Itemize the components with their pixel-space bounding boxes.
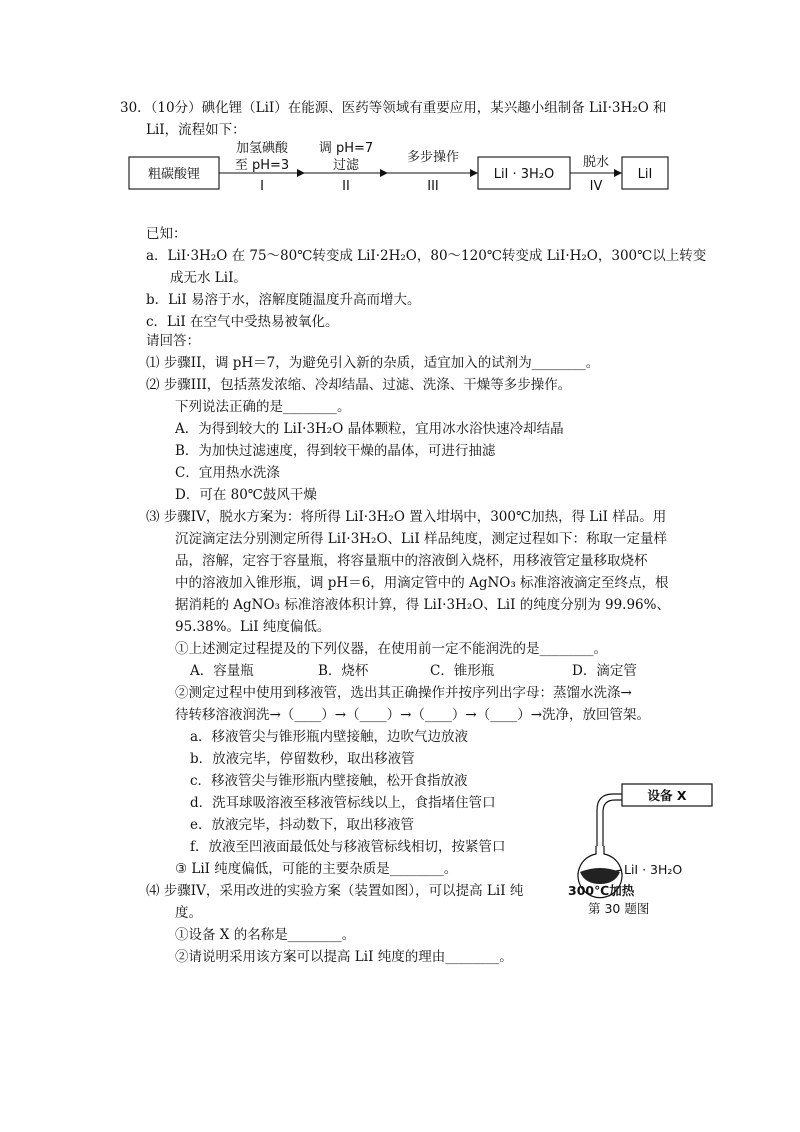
q3-sub2-line1: ②测定过程中使用到移液管，选出其正确操作并按序列出字母：蒸馏水洗涤→ — [175, 685, 632, 701]
q3-step-c: c．移液管尖与锥形瓶内壁接触，松开食指放液 — [190, 773, 468, 789]
arrowhead-1 — [297, 169, 305, 177]
q3-line1: ⑶ 步骤IV，脱水方案为：将所得 LiI·3H₂O 置入坩埚中，300℃加热，得 LiI 样品。用 — [146, 509, 667, 525]
figure-caption: 第 30 题图 — [588, 901, 650, 916]
device-x-label: 设备 X — [647, 788, 687, 803]
q2-line2: 下列说法正确的是________。 — [175, 399, 351, 415]
q3-step-a: a．移液管尖与锥形瓶内壁接触，边吹气边放液 — [190, 729, 469, 745]
sample-crystals — [580, 868, 620, 884]
q3-line5: 据消耗的 AgNO₃ 标准溶液体积计算，得 LiI·3H₂O、LiI 的纯度分别为 99.96%、 — [175, 597, 670, 613]
q3-step-b: b．放液完毕，停留数秒，取出移液管 — [190, 751, 415, 767]
q4-line1: ⑷ 步骤IV，采用改进的实验方案（装置如图），可以提高 LiI 纯 — [146, 883, 524, 899]
q3-line6: 95.38%。LiI 纯度偏低。 — [175, 619, 331, 635]
flow-mid-label: LiI · 3H₂O — [493, 167, 555, 182]
arrowhead-4 — [614, 169, 622, 177]
q2-option-b: B．为加快过滤速度，得到较干燥的晶体，可进行抽滤 — [175, 443, 496, 459]
q3-sub3: ③ LiI 纯度偏低，可能的主要杂质是________。 — [175, 861, 458, 877]
flow-step3-roman: III — [427, 179, 439, 194]
known-c: c．LiI 在空气中受热易被氧化。 — [146, 314, 339, 330]
question-title-line1: 30．（10分）碘化锂（LiI）在能源、医药等领域有重要应用，某兴趣小组制备 LiI·3H₂O 和 — [120, 100, 667, 116]
q4-sub2: ②请说明采用该方案可以提高 LiI 纯度的理由________。 — [175, 949, 513, 965]
q3-option-b: B．烧杯 — [318, 663, 369, 679]
flow-step2-roman: II — [342, 179, 350, 194]
flow-diagram — [0, 0, 800, 210]
sample-label: LiI · 3H₂O — [624, 862, 683, 877]
flow-step3-top: 多步操作 — [406, 150, 460, 165]
q3-step-e: e．放液完毕，抖动数下，取出移液管 — [190, 817, 414, 833]
known-title: 已知： — [146, 226, 187, 242]
question-title-line2: LiI，流程如下： — [146, 122, 246, 138]
flow-step4-roman: IV — [589, 179, 603, 194]
q3-line4: 中的溶液加入锥形瓶，调 pH＝6，用滴定管中的 AgNO₃ 标准溶液滴定至终点，根 — [175, 575, 669, 591]
q3-sub1: ①上述测定过程提及的下列仪器，在使用前一定不能润洗的是________。 — [175, 641, 607, 657]
q3-sub2-line2: 待转移溶液润洗→（____）→（____）→（____）→（____）→洗净，放回管架。 — [175, 707, 651, 723]
flow-step2-top2: 过滤 — [332, 158, 360, 173]
q3-option-c: C．锥形瓶 — [430, 663, 495, 679]
arrowhead-3 — [470, 169, 478, 177]
q4-line2: 度。 — [175, 905, 202, 921]
flow-step2-top1: 调 pH=7 — [318, 141, 374, 156]
flow-start-label: 粗碳酸锂 — [147, 167, 201, 182]
q3-step-f: f．放液至凹液面最低处与移液管标线相切，按紧管口 — [190, 839, 506, 855]
q3-step-d: d．洗耳球吸溶液至移液管标线以上，食指堵住管口 — [190, 795, 496, 811]
flow-step4-top: 脱水 — [582, 155, 610, 170]
q1-text: ⑴ 步骤II，调 pH＝7，为避免引入新的杂质，适宜加入的试剂为________。 — [146, 355, 600, 371]
answer-prompt: 请回答： — [146, 333, 200, 349]
known-b: b．LiI 易溶于水，溶解度随温度升高而增大。 — [146, 292, 421, 308]
q2-option-a: A．为得到较大的 LiI·3H₂O 晶体颗粒，宜用冰水浴快速冷却结晶 — [175, 421, 564, 437]
q3-line3: 品，溶解，定容于容量瓶，将容量瓶中的溶液倒入烧杯，用移液管定量移取烧杯 — [175, 553, 648, 569]
heat-label: 300℃加热 — [568, 883, 635, 898]
q3-option-d: D．滴定管 — [572, 663, 637, 679]
arrowhead-2 — [380, 169, 388, 177]
flow-step1-roman: I — [260, 179, 264, 194]
q3-line2: 沉淀滴定法分别测定所得 LiI·3H₂O、LiI 样品纯度，测定过程如下：称取一定量样 — [175, 531, 667, 547]
known-a-line1: a．LiI·3H₂O 在 75～80℃转变成 LiI·2H₂O，80～120℃转变成 LiI·H₂O，300℃以上转变 — [146, 248, 707, 264]
flow-step1-top2: 至 pH=3 — [234, 158, 290, 173]
q2-line1: ⑵ 步骤III，包括蒸发浓缩、冷却结晶、过滤、洗涤、干燥等多步操作。 — [146, 377, 572, 393]
flow-step1-top1: 加氢碘酸 — [235, 141, 289, 156]
connecting-tube — [597, 794, 622, 846]
flow-end-label: LiI — [637, 167, 653, 182]
known-a-line2: 成无水 LiI。 — [170, 270, 247, 286]
apparatus-figure — [560, 780, 720, 920]
q4-sub1: ①设备 X 的名称是________。 — [175, 927, 356, 943]
q3-option-a: A．容量瓶 — [190, 663, 254, 679]
q2-option-c: C．宜用热水洗涤 — [175, 465, 280, 481]
q2-option-d: D．可在 80℃鼓风干燥 — [175, 487, 317, 503]
